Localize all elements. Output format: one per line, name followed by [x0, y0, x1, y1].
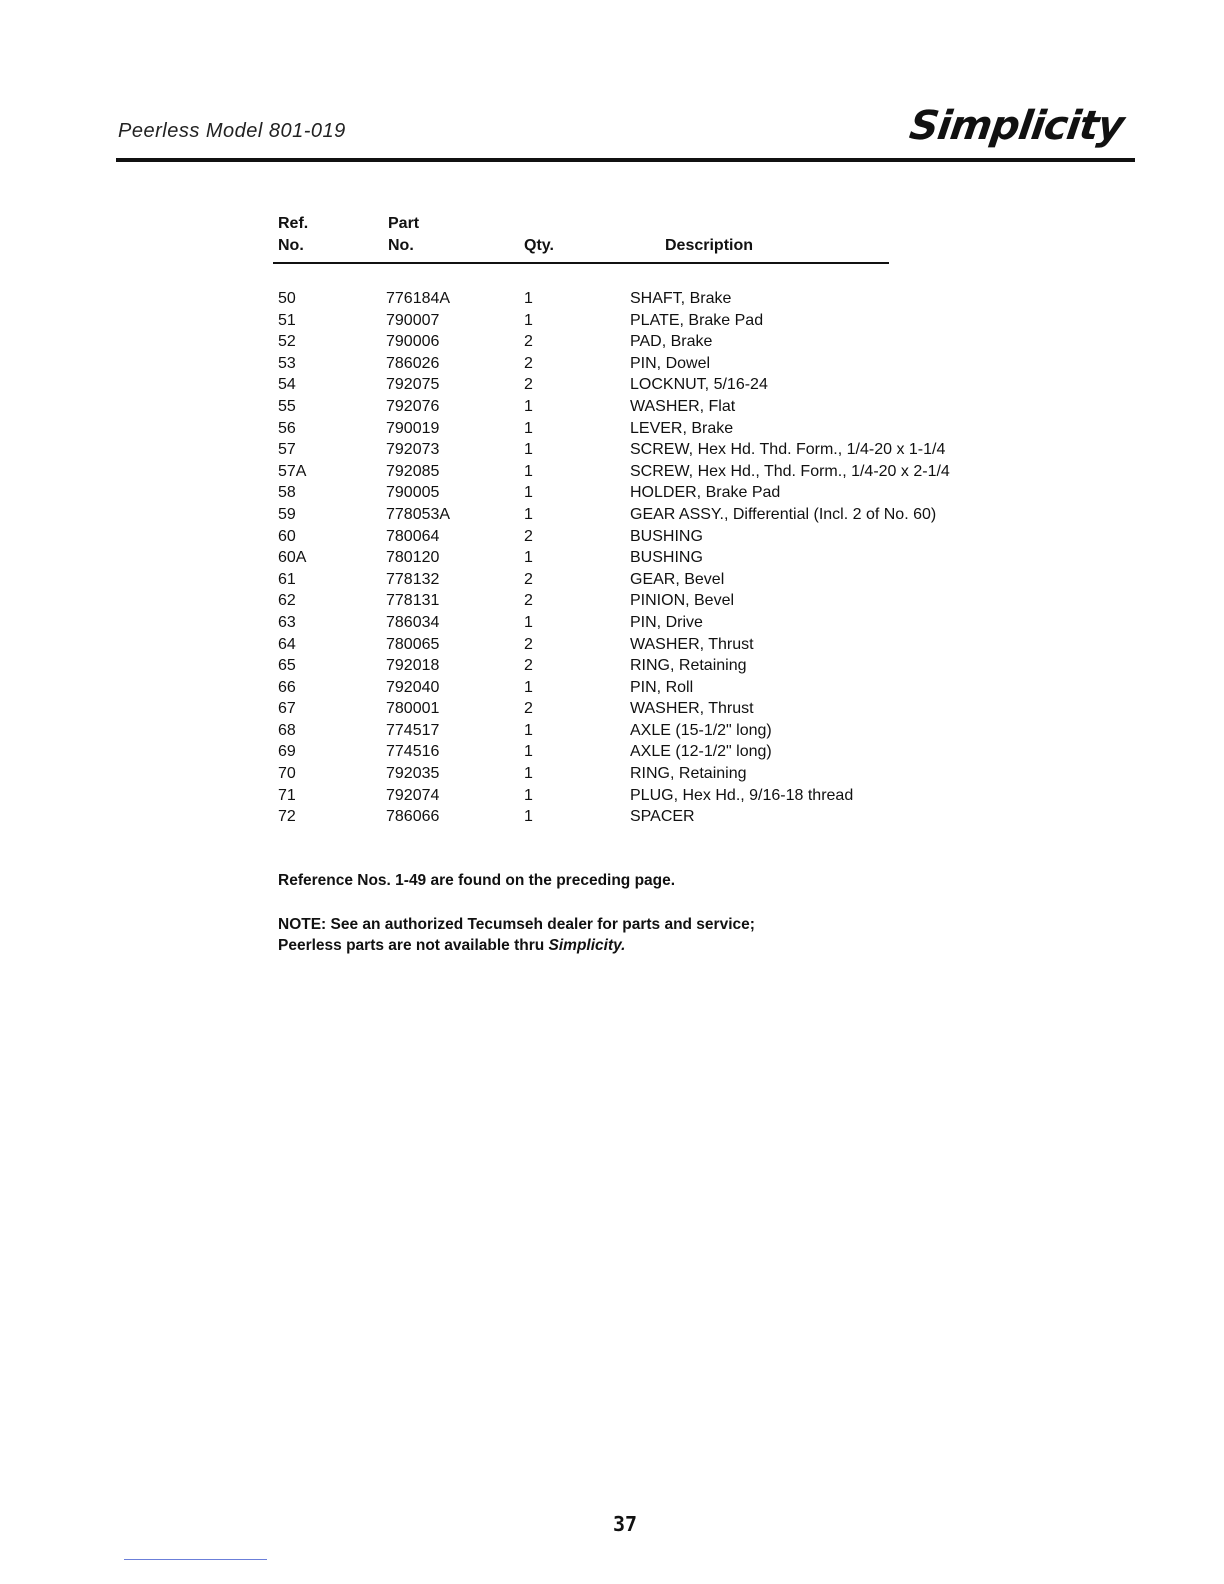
description-cell: BUSHING — [630, 527, 703, 545]
part-number-cell: 790007 — [386, 311, 440, 329]
qty-cell: 1 — [524, 462, 533, 480]
footer-rule — [124, 1559, 267, 1560]
table-row — [0, 677, 1224, 699]
dealer-note-text: NOTE: See an authorized Tecumseh dealer for parts and service; Peerless parts are not available thru — [278, 916, 755, 954]
table-row — [0, 418, 1224, 440]
description-cell: PINION, Bevel — [630, 592, 735, 610]
ref-cell: 68 — [278, 721, 296, 739]
ref-cell: 56 — [278, 419, 296, 437]
table-row — [0, 482, 1224, 504]
table-row — [0, 288, 1224, 310]
qty-cell: 2 — [524, 570, 533, 588]
table-row — [0, 720, 1224, 742]
qty-cell: 1 — [524, 484, 533, 502]
qty-cell: 1 — [524, 808, 533, 826]
table-row — [0, 461, 1224, 483]
qty-cell: 2 — [524, 657, 533, 675]
parts-table-body — [0, 288, 1224, 828]
part-number-cell: 792076 — [386, 397, 440, 415]
table-header-rule — [273, 262, 889, 264]
ref-cell: 69 — [278, 743, 296, 761]
qty-cell: 1 — [524, 549, 533, 567]
table-row — [0, 439, 1224, 461]
part-number-cell: 792085 — [386, 462, 440, 480]
description-cell: PLUG, Hex Hd., 9/16-18 thread — [630, 786, 854, 804]
dealer-note — [278, 914, 798, 956]
qty-cell: 1 — [524, 419, 533, 437]
document-title: Peerless Model 801-019 — [118, 120, 346, 142]
part-number-cell: 792035 — [386, 765, 440, 783]
ref-cell: 72 — [278, 808, 296, 826]
part-number-cell: 786066 — [386, 808, 440, 826]
part-number-cell: 780120 — [386, 549, 440, 567]
table-row — [0, 547, 1224, 569]
qty-cell: 1 — [524, 743, 533, 761]
table-row — [0, 655, 1224, 677]
table-row — [0, 763, 1224, 785]
description-cell: BUSHING — [630, 549, 703, 567]
qty-cell: 2 — [524, 635, 533, 653]
ref-cell: 60A — [278, 549, 307, 567]
ref-cell: 71 — [278, 786, 296, 804]
qty-cell: 2 — [524, 592, 533, 610]
description-cell: PAD, Brake — [630, 333, 713, 351]
part-number-cell: 780064 — [386, 527, 440, 545]
description-cell: SCREW, Hex Hd. Thd. Form., 1/4-20 x 1-1/4 — [630, 441, 946, 459]
part-number-cell: 792073 — [386, 441, 440, 459]
ref-cell: 59 — [278, 505, 296, 523]
table-row — [0, 569, 1224, 591]
qty-cell: 1 — [524, 441, 533, 459]
ref-cell: 54 — [278, 376, 296, 394]
description-cell: WASHER, Thrust — [630, 700, 754, 718]
ref-cell: 50 — [278, 290, 296, 307]
ref-cell: 58 — [278, 484, 296, 502]
header-divider — [116, 158, 1135, 162]
part-number-cell: 776184A — [386, 290, 451, 307]
part-number-cell: 790019 — [386, 419, 440, 437]
table-row — [0, 590, 1224, 612]
table-row — [0, 396, 1224, 418]
description-cell: GEAR, Bevel — [630, 570, 725, 588]
col-header-part-bottom: No. — [388, 237, 414, 254]
description-cell: PIN, Dowel — [630, 354, 711, 372]
description-cell: SHAFT, Brake — [630, 290, 732, 307]
qty-cell: 2 — [524, 376, 533, 394]
description-cell: LOCKNUT, 5/16-24 — [630, 376, 768, 394]
part-number-cell: 778132 — [386, 570, 440, 588]
description-cell: AXLE (15-1/2" long) — [630, 721, 772, 739]
description-cell: PLATE, Brake Pad — [630, 311, 764, 329]
col-header-description: Description — [665, 237, 754, 254]
table-row — [0, 785, 1224, 807]
table-row — [0, 526, 1224, 548]
description-cell: SPACER — [630, 808, 695, 826]
description-cell: WASHER, Flat — [630, 397, 736, 415]
description-cell: HOLDER, Brake Pad — [630, 484, 781, 502]
part-number-cell: 780065 — [386, 635, 440, 653]
brand-logo: Simplicity — [906, 103, 1127, 149]
ref-cell: 67 — [278, 700, 296, 718]
description-cell: WASHER, Thrust — [630, 635, 754, 653]
ref-cell: 52 — [278, 333, 296, 351]
table-row — [0, 806, 1224, 828]
qty-cell: 1 — [524, 397, 533, 415]
qty-cell: 1 — [524, 765, 533, 783]
qty-cell: 2 — [524, 354, 533, 372]
ref-cell: 57A — [278, 462, 307, 480]
part-number-cell: 778131 — [386, 592, 440, 610]
ref-cell: 70 — [278, 765, 296, 783]
qty-cell: 1 — [524, 613, 533, 631]
table-row — [0, 353, 1224, 375]
table-row — [0, 310, 1224, 332]
part-number-cell: 790006 — [386, 333, 440, 351]
description-cell: SCREW, Hex Hd., Thd. Form., 1/4-20 x 2-1/4 — [630, 462, 950, 480]
table-row — [0, 741, 1224, 763]
col-header-part-top: Part — [388, 215, 420, 232]
part-number-cell: 792040 — [386, 678, 440, 696]
description-cell: AXLE (12-1/2" long) — [630, 743, 772, 761]
ref-cell: 66 — [278, 678, 296, 696]
description-cell: LEVER, Brake — [630, 419, 734, 437]
dealer-note-brand: Simplicity. — [548, 937, 626, 954]
reference-note: Reference Nos. 1-49 are found on the preceding page. — [278, 872, 676, 889]
ref-cell: 51 — [278, 311, 296, 329]
part-number-cell: 792074 — [386, 786, 440, 804]
table-row — [0, 612, 1224, 634]
col-header-ref-top: Ref. — [278, 215, 309, 232]
qty-cell: 2 — [524, 333, 533, 351]
description-cell: PIN, Drive — [630, 613, 703, 631]
ref-cell: 60 — [278, 527, 296, 545]
ref-cell: 65 — [278, 657, 296, 675]
qty-cell: 2 — [524, 527, 533, 545]
qty-cell: 1 — [524, 311, 533, 329]
ref-cell: 61 — [278, 570, 296, 588]
part-number-cell: 786034 — [386, 613, 440, 631]
table-row — [0, 331, 1224, 353]
ref-cell: 53 — [278, 354, 296, 372]
part-number-cell: 786026 — [386, 354, 440, 372]
page-number: 37 — [612, 1512, 638, 1536]
ref-cell: 63 — [278, 613, 296, 631]
qty-cell: 1 — [524, 721, 533, 739]
part-number-cell: 780001 — [386, 700, 440, 718]
ref-cell: 64 — [278, 635, 296, 653]
table-row — [0, 634, 1224, 656]
ref-cell: 57 — [278, 441, 296, 459]
table-row — [0, 374, 1224, 396]
qty-cell: 1 — [524, 290, 533, 307]
ref-cell: 62 — [278, 592, 296, 610]
table-row — [0, 698, 1224, 720]
qty-cell: 1 — [524, 786, 533, 804]
part-number-cell: 774517 — [386, 721, 440, 739]
qty-cell: 2 — [524, 700, 533, 718]
part-number-cell: 792018 — [386, 657, 440, 675]
part-number-cell: 790005 — [386, 484, 440, 502]
part-number-cell: 792075 — [386, 376, 440, 394]
description-cell: RING, Retaining — [630, 765, 747, 783]
col-header-qty: Qty. — [524, 237, 554, 254]
table-row — [0, 504, 1224, 526]
description-cell: RING, Retaining — [630, 657, 747, 675]
description-cell: PIN, Roll — [630, 678, 694, 696]
part-number-cell: 778053A — [386, 505, 451, 523]
qty-cell: 1 — [524, 678, 533, 696]
description-cell: GEAR ASSY., Differential (Incl. 2 of No. 60) — [630, 505, 937, 523]
ref-cell: 55 — [278, 397, 296, 415]
part-number-cell: 774516 — [386, 743, 440, 761]
col-header-ref-bottom: No. — [278, 237, 304, 254]
qty-cell: 1 — [524, 505, 533, 523]
